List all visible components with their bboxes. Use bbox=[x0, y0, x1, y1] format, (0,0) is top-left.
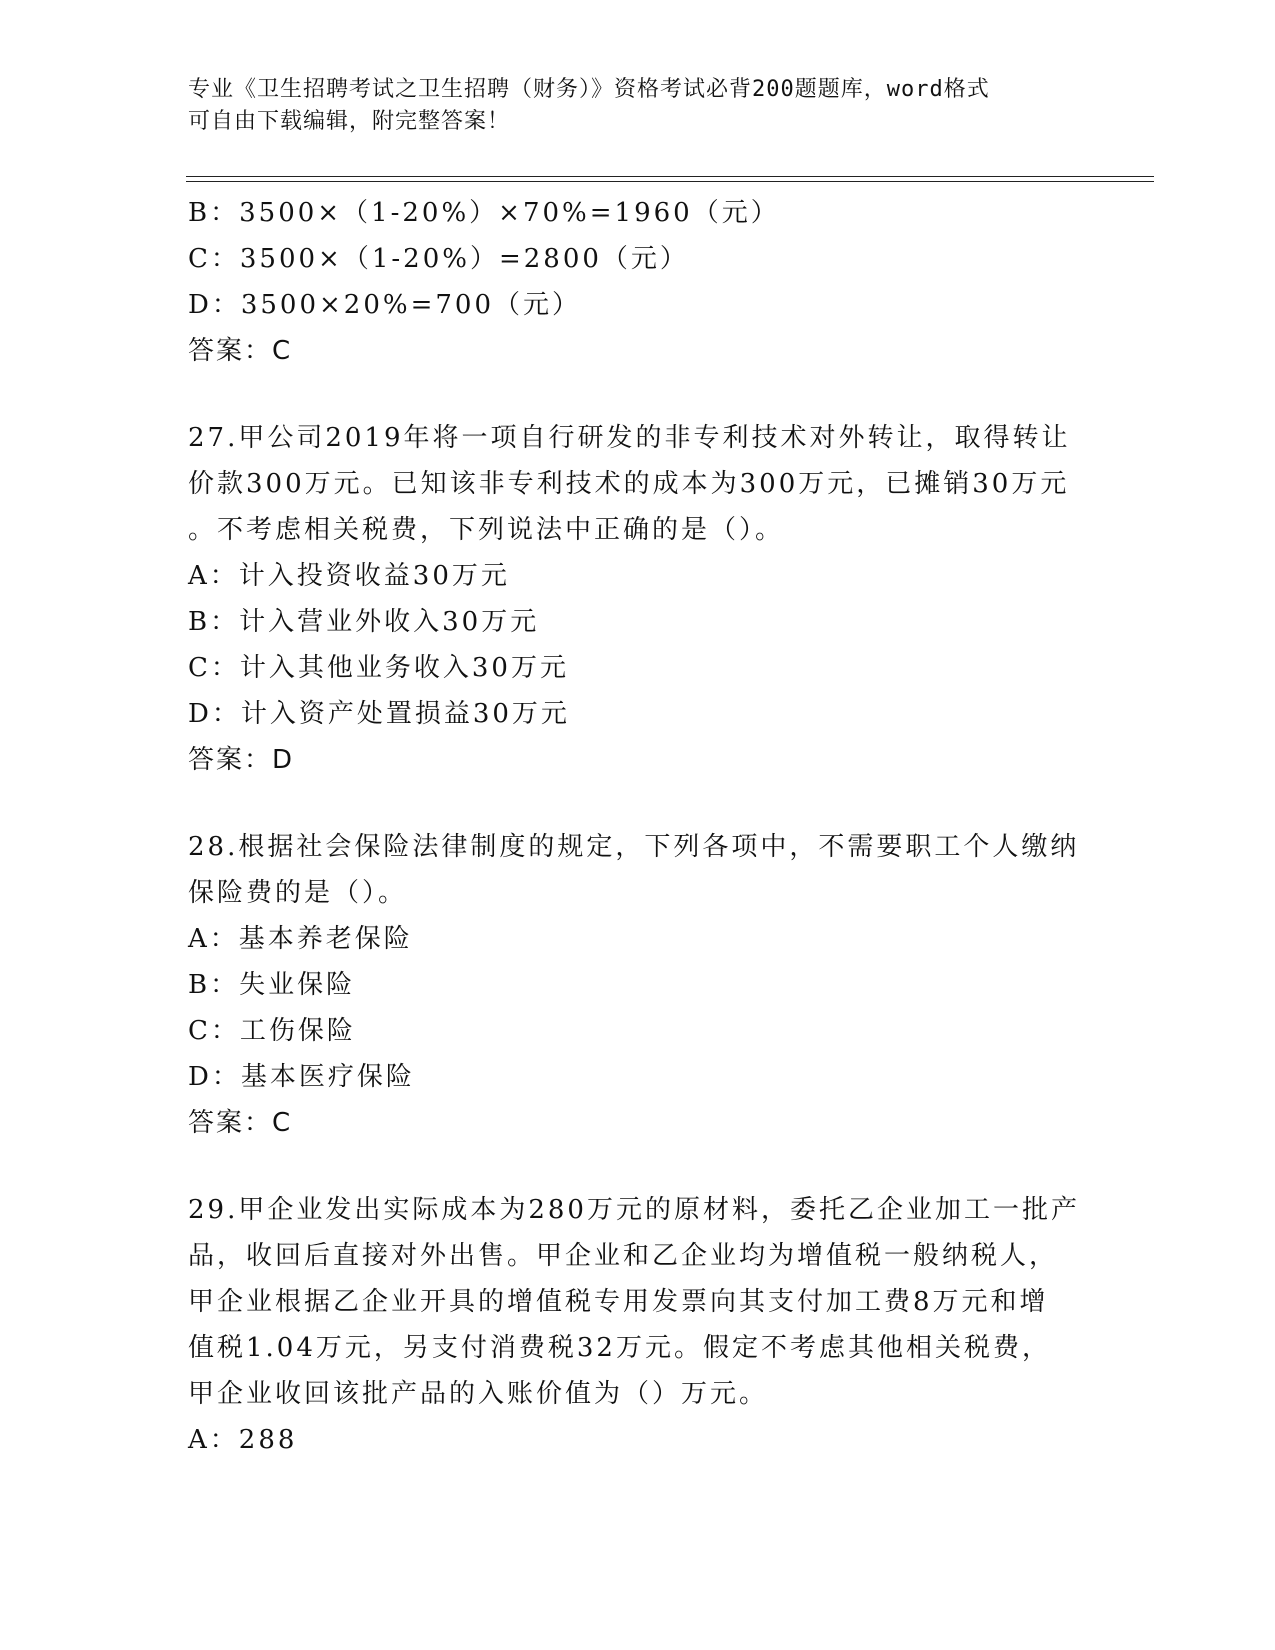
question-stem-line: 甲企业收回该批产品的入账价值为（）万元。 bbox=[188, 1379, 769, 1409]
question-stem-line: 27.甲公司2019年将一项自行研发的非专利技术对外转让，取得转让 bbox=[188, 423, 1071, 453]
option-a: A：计入投资收益30万元 bbox=[188, 561, 510, 591]
answer: 答案：C bbox=[188, 1108, 293, 1138]
question-stem-line: 28.根据社会保险法律制度的规定，下列各项中，不需要职工个人缴纳 bbox=[188, 832, 1080, 862]
option-c: C：计入其他业务收入30万元 bbox=[188, 653, 569, 683]
question-stem-line: 价款300万元。已知该非专利技术的成本为300万元，已摊销30万元 bbox=[188, 469, 1070, 499]
spacer bbox=[188, 374, 1088, 415]
question-stem-line: 甲企业根据乙企业开具的增值税专用发票向其支付加工费8万元和增 bbox=[188, 1287, 1049, 1317]
option-a: A：288 bbox=[188, 1425, 298, 1455]
option-d: D：计入资产处置损益30万元 bbox=[188, 699, 570, 729]
option-a: A：基本养老保险 bbox=[188, 924, 413, 954]
question-stem-line: 品，收回后直接对外出售。甲企业和乙企业均为增值税一般纳税人， bbox=[188, 1241, 1059, 1271]
question-stem-line: 值税1.04万元，另支付消费税32万元。假定不考虑其他相关税费， bbox=[188, 1333, 1051, 1363]
question-stem-line: 29.甲企业发出实际成本为280万元的原材料，委托乙企业加工一批产 bbox=[188, 1195, 1080, 1225]
option-c: C：工伤保险 bbox=[188, 1016, 356, 1046]
header-title-line-1: 专业《卫生招聘考试之卫生招聘（财务）》资格考试必背200题题库，word格式 bbox=[188, 77, 990, 102]
option-b: B：失业保险 bbox=[188, 970, 356, 1000]
page-header bbox=[188, 74, 1068, 138]
spacer bbox=[188, 783, 1088, 824]
option-d: D：基本医疗保险 bbox=[188, 1062, 415, 1092]
question-28 bbox=[188, 824, 1088, 1146]
question-29 bbox=[188, 1187, 1088, 1463]
answer: 答案：D bbox=[188, 745, 295, 775]
question-stem-line: 保险费的是（）。 bbox=[188, 878, 408, 908]
option-b: B：计入营业外收入30万元 bbox=[188, 607, 540, 637]
option-d: D：3500×20%=700（元） bbox=[188, 290, 581, 320]
option-b: B：3500×（1-20%）×70%=1960（元） bbox=[188, 198, 780, 228]
header-title-line-2: 可自由下载编辑，附完整答案！ bbox=[188, 109, 511, 134]
answer: 答案：C bbox=[188, 336, 293, 366]
header-divider-bottom bbox=[186, 181, 1154, 182]
question-stem-line: 。不考虑相关税费，下列说法中正确的是（）。 bbox=[188, 515, 785, 545]
question-content bbox=[188, 190, 1088, 1463]
option-c: C：3500×（1-20%）=2800（元） bbox=[188, 244, 689, 274]
question-26-tail bbox=[188, 190, 1088, 374]
spacer bbox=[188, 1146, 1088, 1187]
header-divider-top bbox=[186, 176, 1154, 177]
question-27 bbox=[188, 415, 1088, 783]
